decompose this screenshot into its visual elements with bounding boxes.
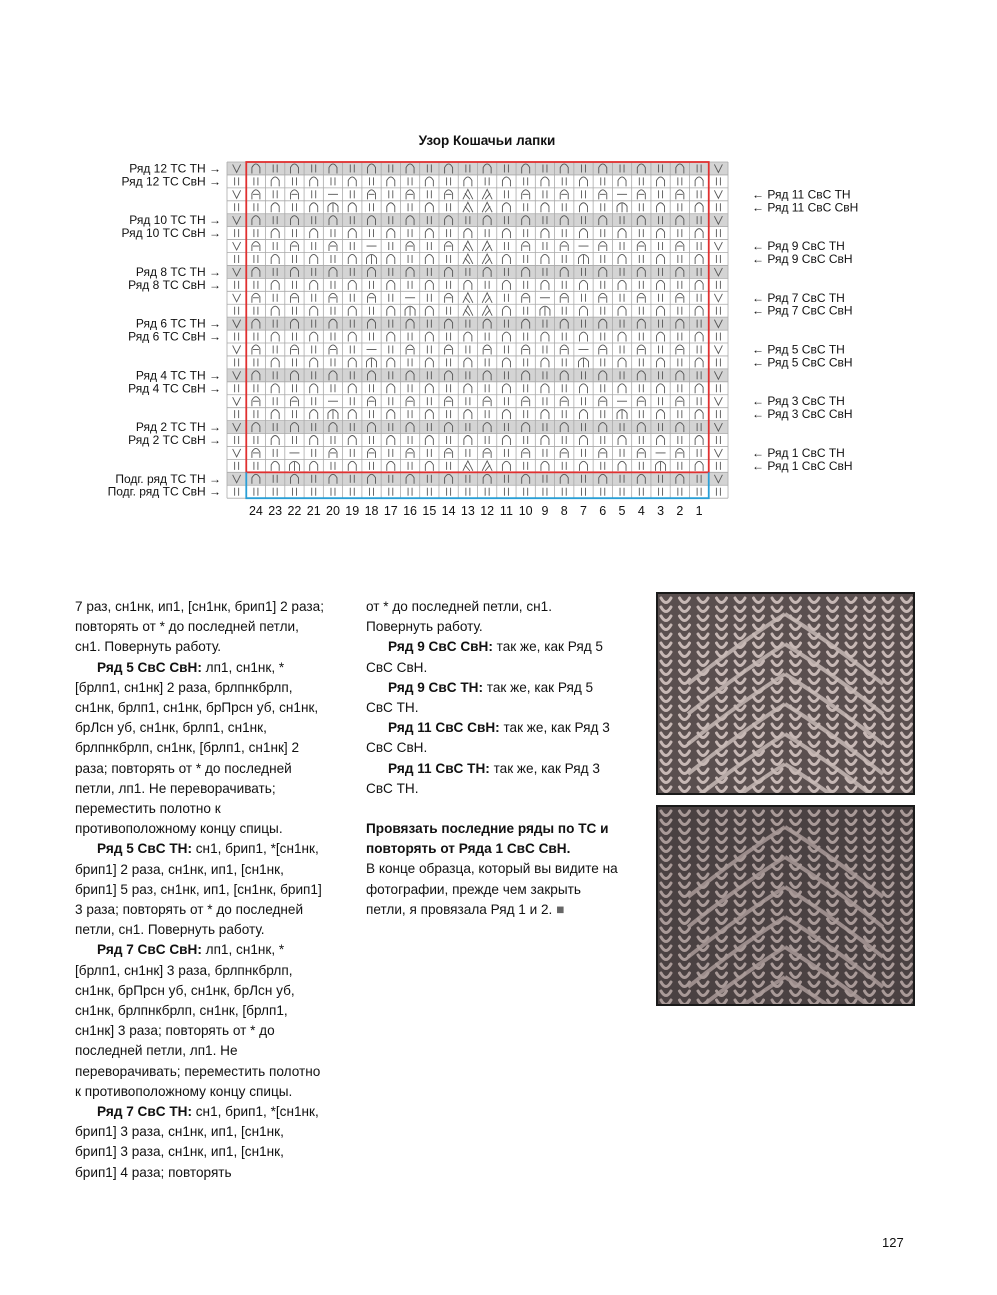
knitting-chart — [0, 0, 997, 530]
row-heading: Ряд 7 СвС СвН: — [97, 942, 202, 958]
stitch-cell-cover — [479, 305, 496, 316]
column-number: 19 — [345, 504, 360, 519]
instruction-text: так же, как Ряд 5 СвС ТН. — [366, 679, 594, 716]
column-number: 3 — [657, 504, 665, 519]
column-number: 16 — [403, 504, 418, 519]
instruction-paragraph — [75, 839, 327, 940]
instruction-paragraph — [366, 678, 618, 718]
row-label-right: ← Ряд 5 СвС СвН — [752, 355, 853, 370]
row-label-right: ← Ряд 1 СвС ТН — [752, 445, 845, 460]
column-number: 22 — [287, 504, 302, 519]
stitch-cell-cover — [479, 254, 496, 265]
row-label-right: ← Ряд 11 СвС СвН — [752, 200, 859, 215]
row-label-left: Ряд 10 ТС СвН → — [121, 226, 221, 241]
instruction-paragraph — [366, 597, 618, 637]
chart-title: Узор Кошачьи лапки — [418, 133, 556, 148]
row-label-left: Ряд 10 ТС ТН → — [129, 213, 221, 228]
row-heading: Ряд 7 СвС ТН: — [97, 1104, 192, 1120]
column-number: 10 — [518, 504, 533, 519]
stitch-cell-cover — [479, 202, 496, 213]
stitch-cell-cover — [479, 460, 496, 471]
row-label-left: Подг. ряд ТС ТН → — [115, 471, 221, 486]
row-label-left: Ряд 4 ТС ТН → — [135, 368, 221, 383]
instruction-text: лп1, сн1нк, *[брлп1, сн1нк] 3 раза, брлпнкбрлп, сн1нк, брПрсн уб, сн1нк, брЛсн уб, сн1нк, брлпнкбрлп, сн1нк, [брлп1, сн1нк] 3 раза; повторять от * до последней петли, лп1. Не переворачивать; переместить полотно к противоположному концу спицы. — [75, 942, 321, 1099]
instruction-text: от * до последней петли, сн1. Повернуть работу. — [366, 599, 552, 635]
page-number: 127 — [882, 1235, 904, 1250]
column-number: 2 — [676, 504, 684, 519]
column-number: 24 — [248, 504, 263, 519]
row-label-right: ← Ряд 11 СвС ТН — [752, 187, 851, 202]
column-number: 21 — [306, 504, 321, 519]
column-number: 20 — [326, 504, 340, 519]
stitch-cell-cover — [479, 241, 496, 252]
column-number: 5 — [618, 504, 626, 519]
column-number: 15 — [422, 504, 437, 519]
column-number: 23 — [268, 504, 283, 519]
row-label-left: Ряд 8 ТС СвН → — [128, 277, 221, 292]
column-number: 4 — [637, 504, 645, 519]
final-note — [366, 819, 618, 920]
instruction-text: 7 раз, сн1нк, ип1, [сн1нк, брип1] 2 раза; повторять от * до последней петли, сн1. Повернуть работу. — [75, 599, 324, 655]
column-number: 17 — [383, 504, 398, 519]
row-label-right: ← Ряд 9 СвС ТН — [752, 239, 845, 254]
row-label-right: ← Ряд 7 СвС СвН — [752, 303, 853, 318]
instruction-paragraph — [366, 718, 618, 758]
row-label-left: Ряд 12 ТС СвН → — [121, 174, 221, 189]
stitch-cell-cover — [459, 189, 476, 200]
row-label-right: ← Ряд 5 СвС ТН — [752, 342, 845, 357]
row-label-right: ← Ряд 3 СвС ТН — [752, 394, 845, 409]
row-label-right: ← Ряд 1 СвС СвН — [752, 458, 853, 473]
column-number: 18 — [364, 504, 379, 519]
knitted-sample-photo-2 — [656, 805, 915, 1006]
instruction-text: лп1, сн1нк, *[брлп1, сн1нк] 2 раза, брлпнкбрлп, сн1нк, брлп1, сн1нк, брПрсн уб, сн1нк, брЛсн уб, сн1нк, брлп1, сн1нк, брлпнкбрлп, сн1нк, [брлп1, сн1нк] 2 раза; повторять от * до последней петли, лп1. Не переворачивать; переместить полотно к противоположному концу спицы. — [75, 659, 319, 837]
column-number: 1 — [695, 504, 703, 519]
row-heading: Ряд 5 СвС ТН: — [97, 841, 192, 857]
row-heading: Ряд 9 СвС СвН: — [388, 639, 493, 655]
row-label-right: ← Ряд 9 СвС СвН — [752, 251, 853, 266]
row-heading: Ряд 9 СвС ТН: — [388, 679, 483, 695]
final-note-text: В конце образца, который вы видите на фотографии, прежде чем закрыть петли, я провязала Ряд 1 и 2. — [366, 861, 618, 917]
column-number: 12 — [480, 504, 495, 519]
text-column-2 — [366, 597, 618, 920]
knitted-sample-photo-1 — [656, 592, 915, 795]
column-number: 7 — [580, 504, 587, 519]
row-label-left: Ряд 2 ТС СвН → — [128, 432, 221, 447]
row-label-left: Ряд 6 ТС СвН → — [128, 329, 221, 344]
end-mark-icon: ■ — [556, 901, 565, 917]
stitch-cell-cover — [459, 460, 476, 471]
instruction-paragraph — [366, 637, 618, 677]
text-column-1 — [75, 597, 327, 1183]
row-heading: Ряд 11 СвС СвН: — [388, 720, 500, 736]
row-label-left: Ряд 6 ТС ТН → — [135, 316, 221, 331]
stitch-cell-cover — [459, 202, 476, 213]
row-label-left: Подг. ряд ТС СвН → — [107, 484, 221, 499]
instruction-paragraph — [366, 759, 618, 799]
column-number: 13 — [460, 504, 475, 519]
stitch-cell-cover — [479, 292, 496, 303]
instruction-text: так же, как Ряд 3 СвС СвН. — [366, 720, 610, 756]
row-heading: Ряд 11 СвС ТН: — [388, 760, 490, 776]
instruction-text: сн1, брип1, *[сн1нк, брип1] 3 раза, сн1нк, ип1, [сн1нк, брип1] 3 раза, сн1нк, ип1, [сн1нк, брип1] 4 раза; повторять — [75, 1104, 319, 1180]
stitch-cell-cover — [459, 292, 476, 303]
instruction-text: так же, как Ряд 5 СвС СвН. — [366, 639, 603, 675]
row-label-left: Ряд 2 ТС ТН → — [135, 420, 221, 435]
row-label-right: ← Ряд 7 СвС ТН — [752, 290, 845, 305]
column-number: 9 — [541, 504, 549, 519]
instruction-paragraph — [75, 597, 327, 658]
instruction-text: так же, как Ряд 3 СвС ТН. — [366, 760, 600, 796]
row-label-left: Ряд 4 ТС СвН → — [128, 381, 221, 396]
column-number: 8 — [560, 504, 568, 519]
stitch-cell-cover — [459, 241, 476, 252]
row-heading: Ряд 5 СвС СвН: — [97, 659, 202, 675]
column-number: 11 — [499, 504, 513, 519]
row-label-left: Ряд 12 ТС ТН → — [129, 161, 221, 176]
row-label-right: ← Ряд 3 СвС СвН — [752, 407, 853, 422]
row-label-left: Ряд 8 ТС ТН → — [135, 264, 221, 279]
instruction-paragraph — [75, 940, 327, 1102]
final-note-heading: Провязать последние ряды по ТС и повторять от Ряда 1 СвС СвН. — [366, 821, 609, 857]
instruction-text: сн1, брип1, *[сн1нк, брип1] 2 раза, сн1нк, ип1, [сн1нк, брип1] 5 раз, сн1нк, ип1, [сн1нк, брип1] 3 раза; повторять от * до последней петли, сн1. Повернуть работу. — [75, 841, 322, 938]
instruction-paragraph — [75, 658, 327, 840]
column-number: 14 — [441, 504, 456, 519]
stitch-cell-cover — [459, 254, 476, 265]
instruction-paragraph — [75, 1102, 327, 1183]
column-number: 6 — [599, 504, 607, 519]
stitch-cell-cover — [459, 305, 476, 316]
stitch-cell-cover — [479, 189, 496, 200]
